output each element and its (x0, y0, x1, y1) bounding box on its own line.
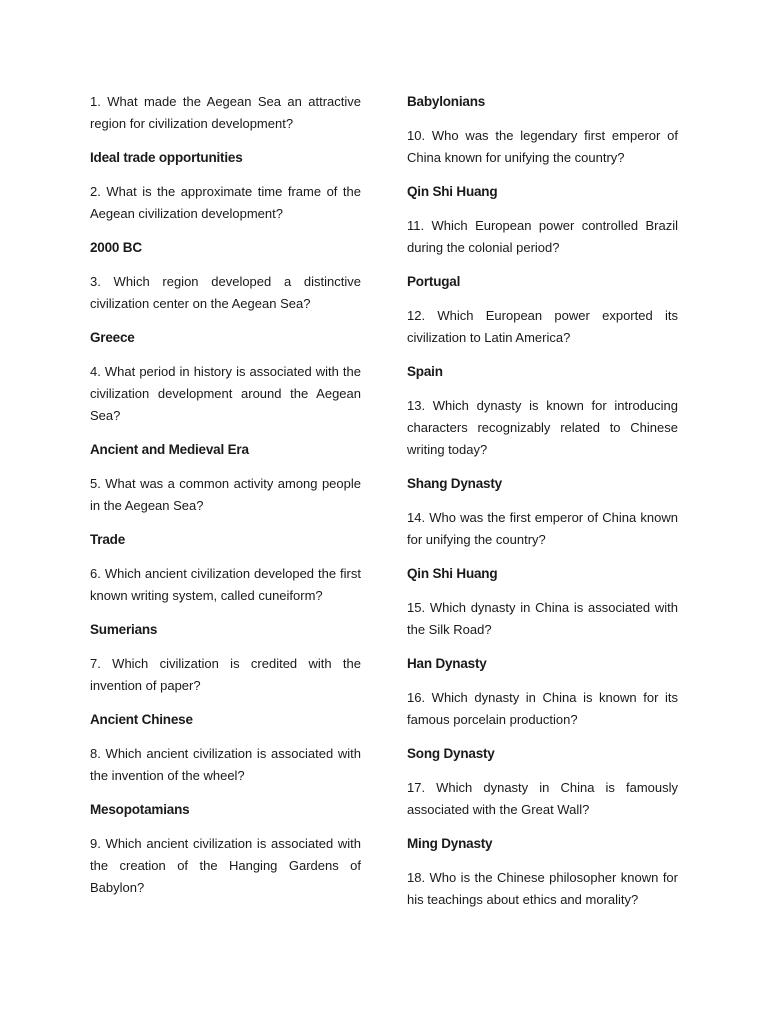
question-text: 8. Which ancient civilization is associated with the invention of the wheel? (90, 746, 361, 783)
answer-text: 2000 BC (90, 240, 142, 255)
question-text: 5. What was a common activity among people in the Aegean Sea? (90, 476, 361, 513)
answer-text: Sumerians (90, 622, 158, 637)
question-text: 17. Which dynasty in China is famously associated with the Great Wall? (407, 780, 678, 817)
left-column (90, 91, 361, 911)
question-text: 6. Which ancient civilization developed the first known writing system, called cuneiform? (90, 566, 361, 603)
answer-text: Babylonians (407, 94, 486, 109)
question-text: 13. Which dynasty is known for introducing characters recognizably related to Chinese writing today? (407, 398, 678, 457)
answer-text: Ideal trade opportunities (90, 150, 243, 165)
answer-text: Ancient and Medieval Era (90, 442, 249, 457)
question-text: 15. Which dynasty in China is associated with the Silk Road? (407, 600, 678, 637)
question-text: 18. Who is the Chinese philosopher known for his teachings about ethics and morality? (407, 870, 678, 907)
question-text: 1. What made the Aegean Sea an attractive region for civilization development? (90, 94, 361, 131)
question-text: 3. Which region developed a distinctive civilization center on the Aegean Sea? (90, 274, 361, 311)
answer-text: Mesopotamians (90, 802, 190, 817)
question-text: 9. Which ancient civilization is associated with the creation of the Hanging Gardens of Babylon? (90, 836, 361, 895)
question-text: 16. Which dynasty in China is known for its famous porcelain production? (407, 690, 678, 727)
question-text: 2. What is the approximate time frame of the Aegean civilization development? (90, 184, 361, 221)
question-text: 7. Which civilization is credited with the invention of paper? (90, 656, 361, 693)
question-text: 10. Who was the legendary first emperor of China known for unifying the country? (407, 128, 678, 165)
answer-text: Qin Shi Huang (407, 184, 498, 199)
right-column (407, 91, 678, 923)
answer-text: Song Dynasty (407, 746, 495, 761)
question-text: 12. Which European power exported its civilization to Latin America? (407, 308, 678, 345)
answer-text: Spain (407, 364, 443, 379)
answer-text: Greece (90, 330, 135, 345)
answer-text: Han Dynasty (407, 656, 487, 671)
question-text: 14. Who was the first emperor of China known for unifying the country? (407, 510, 678, 547)
answer-text: Shang Dynasty (407, 476, 502, 491)
answer-text: Ancient Chinese (90, 712, 193, 727)
answer-text: Qin Shi Huang (407, 566, 498, 581)
question-text: 4. What period in history is associated with the civilization development around the Aegean Sea? (90, 364, 361, 423)
answer-text: Portugal (407, 274, 461, 289)
question-text: 11. Which European power controlled Brazil during the colonial period? (407, 218, 678, 255)
answer-text: Ming Dynasty (407, 836, 493, 851)
answer-text: Trade (90, 532, 126, 547)
